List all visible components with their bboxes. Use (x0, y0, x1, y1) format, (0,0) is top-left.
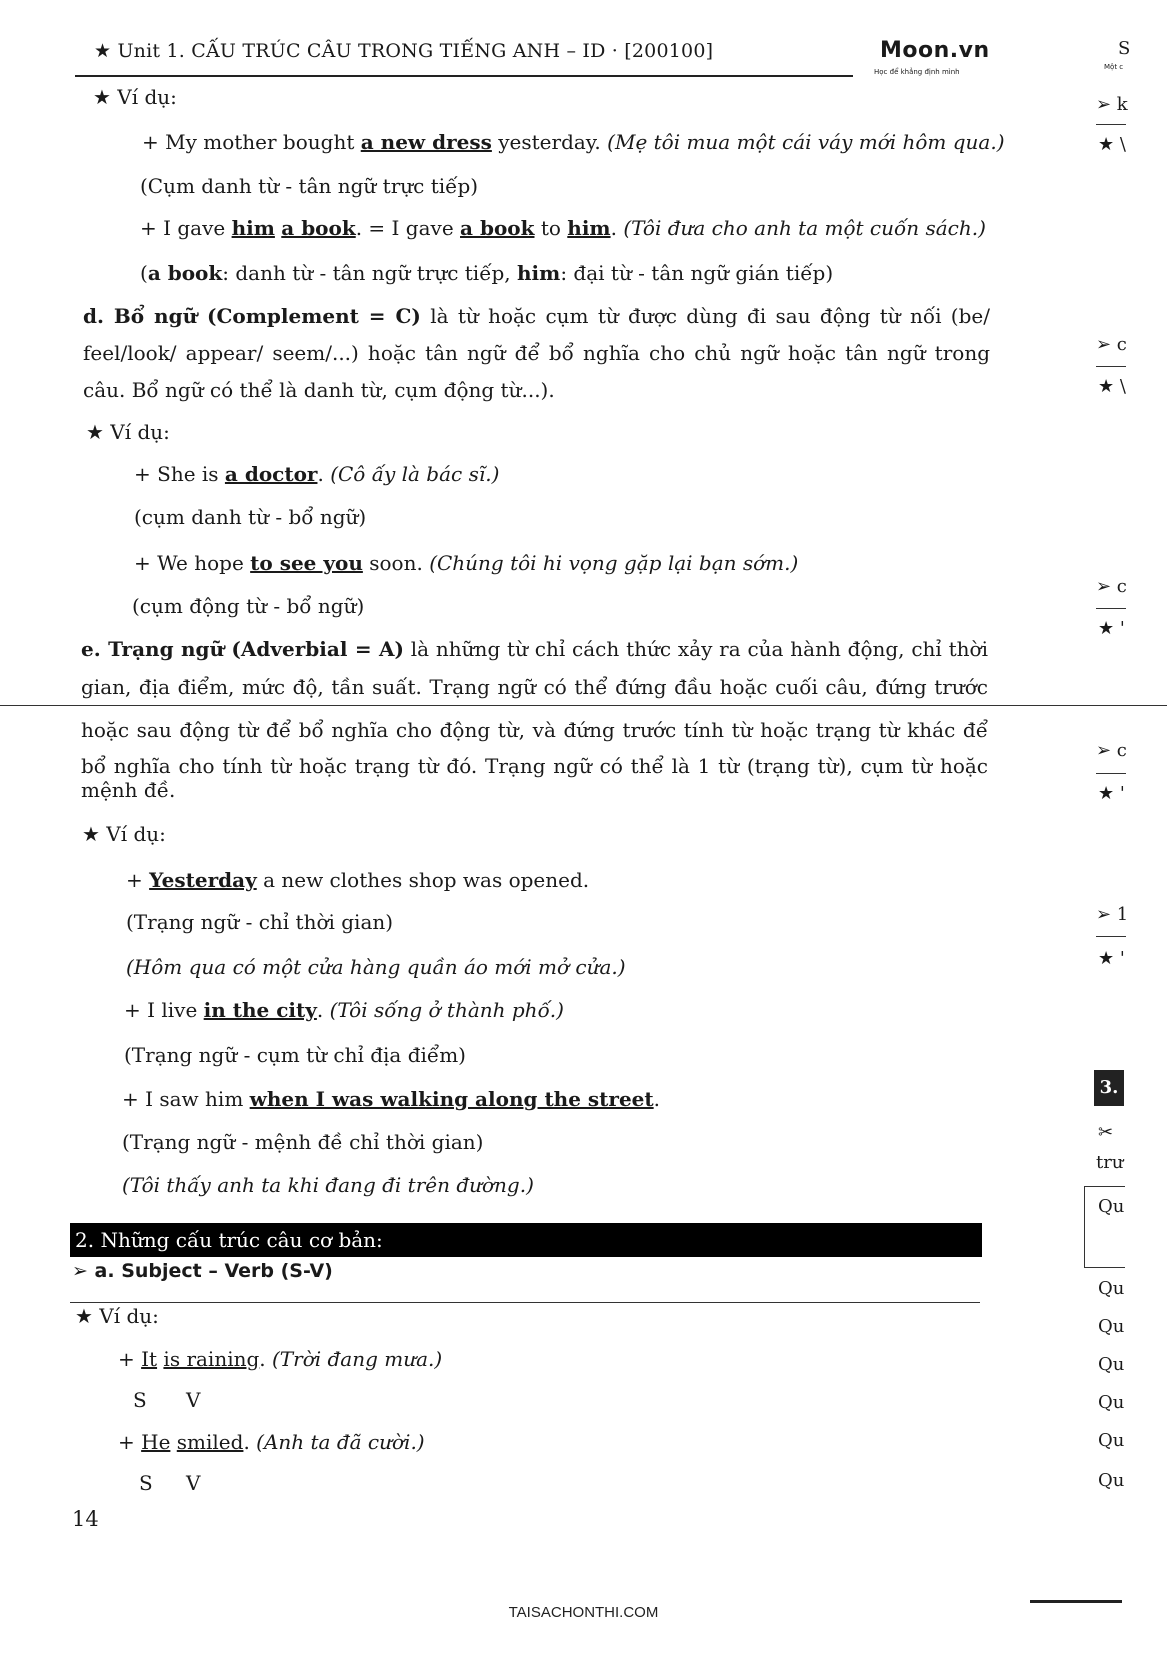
right-col-text: trư (1096, 1152, 1124, 1173)
right-col-header-sub: Một c (1104, 63, 1124, 71)
right-col-star: ★ \ (1098, 376, 1126, 397)
example-note: (cụm danh từ - bổ ngữ) (134, 505, 367, 529)
right-col-star: ★ ' (1098, 783, 1125, 804)
right-col-arrow: ➢ c (1096, 576, 1127, 597)
example-line: + I live in the city. (Tôi sống ở thành phố.) (124, 998, 564, 1022)
example-line: + It is raining. (Trời đang mưa.) (118, 1347, 443, 1371)
section-d-para: câu. Bổ ngữ có thể là danh từ, cụm động từ...). (83, 378, 555, 402)
example-line: + I saw him when I was walking along the street. (122, 1087, 660, 1111)
right-col-question: Qu (1098, 1278, 1125, 1299)
page-header-title: ★ Unit 1. CẤU TRÚC CÂU TRONG TIẾNG ANH – ID · [200100] (94, 40, 714, 62)
verb-label: V (186, 1388, 201, 1412)
section-e-para: e. Trạng ngữ (Adverbial = A) là những từ chỉ cách thức xảy ra của hành động, chỉ thời (81, 637, 988, 661)
right-col-arrow: ➢ c (1096, 334, 1127, 355)
right-col-question: Qu (1098, 1470, 1125, 1491)
section-2-bar: 2. Những cấu trúc câu cơ bản: (70, 1223, 982, 1257)
right-col-rule (1096, 366, 1126, 367)
example-line: + She is a doctor. (Cô ấy là bác sĩ.) (134, 462, 500, 486)
right-col-question: Qu (1098, 1430, 1125, 1451)
example-translation: (Hôm qua có một cửa hàng quần áo mới mở cửa.) (126, 955, 626, 979)
example-line: + He smiled. (Anh ta đã cười.) (118, 1430, 425, 1454)
example-label: ★ Ví dụ: (93, 85, 177, 109)
right-col-rule (1096, 124, 1126, 125)
footer-bar (1030, 1600, 1122, 1603)
page-number: 14 (72, 1507, 99, 1531)
example-note: (Cụm danh từ - tân ngữ trực tiếp) (140, 174, 479, 198)
example-line: + Yesterday a new clothes shop was opened. (126, 868, 590, 892)
example-note: (Trạng ngữ - cụm từ chỉ địa điểm) (124, 1043, 466, 1067)
subject-label: S (133, 1388, 147, 1412)
section-e-para: hoặc sau động từ để bổ nghĩa cho động từ, và đứng trước tính từ hoặc trạng từ khác để (81, 718, 988, 742)
example-line: + We hope to see you soon. (Chúng tôi hi vọng gặp lại bạn sớm.) (134, 551, 799, 575)
subsection-rule (70, 1302, 980, 1303)
header-rule (75, 75, 853, 77)
right-col-header: S (1118, 38, 1131, 59)
right-col-arrow: ➢ k (1096, 94, 1128, 115)
subsection-title: ➢ a. Subject – Verb (S-V) (72, 1260, 333, 1282)
right-col-arrow: ➢ 1 (1096, 904, 1129, 925)
example-line: + My mother bought a new dress yesterday. (Mẹ tôi mua một cái váy mới hôm qua.) (142, 130, 1005, 154)
right-col-arrow: ➢ c (1096, 740, 1127, 761)
right-col-question: Qu (1098, 1196, 1125, 1217)
example-line: + I gave him a book. = I gave a book to him. (Tôi đưa cho anh ta một cuốn sách.) (140, 216, 986, 240)
section-d-heading: d. Bổ ngữ (Complement = C) (83, 304, 421, 328)
right-col-star: ★ \ (1098, 134, 1126, 155)
right-col-section-number: 3. (1094, 1070, 1124, 1106)
logo-tagline: Học để khẳng định mình (874, 68, 960, 76)
example-note: (cụm động từ - bổ ngữ) (132, 594, 365, 618)
moon-logo: Moon.vn (880, 38, 990, 63)
section-e-para: bổ nghĩa cho tính từ hoặc trạng từ đó. Trạng ngữ có thể là 1 từ (trạng từ), cụm từ hoặc (81, 754, 988, 778)
right-col-question: Qu (1098, 1316, 1125, 1337)
example-label: ★ Ví dụ: (75, 1304, 159, 1328)
example-translation: (Tôi thấy anh ta khi đang đi trên đường.) (122, 1173, 534, 1197)
right-col-rule (1096, 608, 1126, 609)
example-note: (Trạng ngữ - chỉ thời gian) (126, 910, 394, 934)
right-col-question: Qu (1098, 1354, 1125, 1375)
right-col-star: ★ ' (1098, 618, 1125, 639)
right-col-question: Qu (1098, 1392, 1125, 1413)
section-e-para: gian, địa điểm, mức độ, tần suất. Trạng ngữ có thể đứng đầu hoặc cuối câu, đứng trước (81, 675, 988, 699)
example-note: (a book: danh từ - tân ngữ trực tiếp, him: đại từ - tân ngữ gián tiếp) (140, 261, 834, 285)
section-e-para: mệnh đề. (81, 778, 176, 802)
page-divider (0, 705, 1167, 706)
right-col-star: ★ ' (1098, 948, 1125, 969)
example-note: (Trạng ngữ - mệnh đề chỉ thời gian) (122, 1130, 484, 1154)
section-e-heading: e. Trạng ngữ (Adverbial = A) (81, 637, 404, 661)
right-col-rule (1096, 773, 1126, 774)
example-label: ★ Ví dụ: (82, 822, 166, 846)
scissor-icon: ✂ (1098, 1122, 1114, 1143)
subject-label: S (139, 1471, 153, 1495)
example-label: ★ Ví dụ: (86, 420, 170, 444)
section-d-para: d. Bổ ngữ (Complement = C) là từ hoặc cụm từ được dùng đi sau động từ nối (be/ (83, 304, 990, 328)
right-col-rule (1096, 936, 1126, 937)
verb-label: V (186, 1471, 201, 1495)
footer-watermark: TAISACHONTHI.COM (508, 1604, 659, 1621)
section-d-para: feel/look/ appear/ seem/...) hoặc tân ngữ để bổ nghĩa cho chủ ngữ hoặc tân ngữ trong (83, 341, 990, 365)
